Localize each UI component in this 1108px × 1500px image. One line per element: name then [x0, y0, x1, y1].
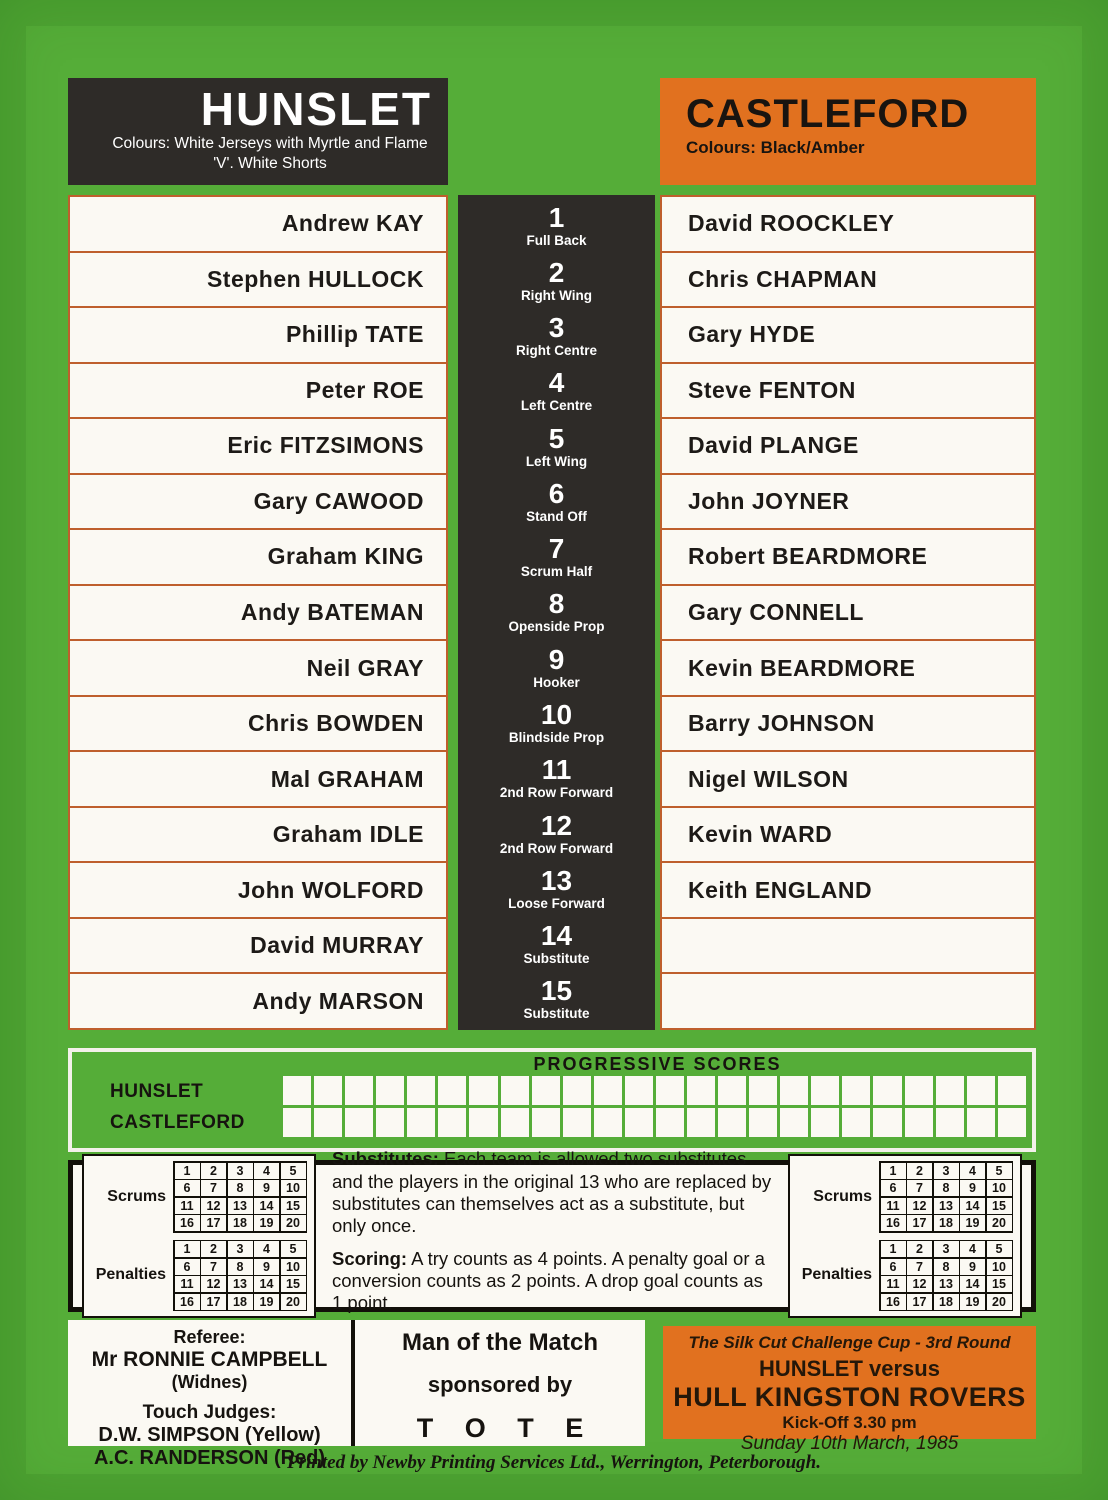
- substitutes-label: Substitutes:: [332, 1148, 439, 1170]
- home-player-6: Gary CAWOOD: [70, 475, 446, 531]
- score-cell-castleford-12: [625, 1108, 653, 1137]
- away-player-10: Barry JOHNSON: [662, 697, 1034, 753]
- score-cell-hunslet-9: [532, 1076, 560, 1105]
- score-cell-castleford-22: [936, 1108, 964, 1137]
- right-tally-scrums-cell-14: 14: [960, 1198, 985, 1214]
- position-label-13: Loose Forward: [508, 895, 605, 911]
- score-cell-hunslet-12: [625, 1076, 653, 1105]
- left-tally-scrums-cell-7: 7: [201, 1180, 226, 1196]
- score-cell-castleford-21: [905, 1108, 933, 1137]
- position-14: [458, 916, 655, 971]
- right-tally-scrums-cell-3: 3: [934, 1163, 959, 1179]
- right-tally-penalties-cell-2: 2: [907, 1241, 932, 1257]
- right-tally-penalties-cell-10: 10: [987, 1259, 1012, 1275]
- away-team-colours: Colours: Black/Amber: [686, 138, 865, 157]
- position-label-2: Right Wing: [520, 287, 593, 303]
- home-player-14: David MURRAY: [70, 919, 446, 975]
- right-tally-penalties-cell-11: 11: [881, 1276, 906, 1292]
- man-of-match-box: [355, 1320, 645, 1446]
- home-team-header: [68, 78, 448, 185]
- left-tally-penalties-cell-16: 16: [175, 1294, 200, 1310]
- left-tally-penalties-cell-3: 3: [228, 1241, 253, 1257]
- score-cell-hunslet-7: [469, 1076, 497, 1105]
- position-number-7: 7: [548, 533, 565, 565]
- score-cell-castleford-8: [501, 1108, 529, 1137]
- left-tally-penalties-cell-14: 14: [254, 1276, 279, 1292]
- left-tally-scrums-grid: [173, 1161, 307, 1233]
- next-match-kickoff: Kick-Off 3.30 pm: [782, 1413, 917, 1432]
- away-player-4: Steve FENTON: [662, 364, 1034, 420]
- score-cell-castleford-9: [532, 1108, 560, 1137]
- right-tally-scrums-cell-15: 15: [987, 1198, 1012, 1214]
- position-label-8: Openside Prop: [508, 619, 605, 635]
- away-player-11: Nigel WILSON: [662, 752, 1034, 808]
- score-cell-hunslet-6: [438, 1076, 466, 1105]
- right-tally-penalties-cell-3: 3: [934, 1241, 959, 1257]
- away-player-list: [660, 195, 1036, 1030]
- progressive-scores-panel: [68, 1048, 1036, 1152]
- left-tally-penalties-cell-17: 17: [201, 1294, 226, 1310]
- position-label-11: 2nd Row Forward: [499, 785, 614, 801]
- score-cell-hunslet-5: [407, 1076, 435, 1105]
- right-tally-penalties-cell-18: 18: [934, 1294, 959, 1310]
- left-tally-penalties-cell-2: 2: [201, 1241, 226, 1257]
- right-tally-penalties-cell-1: 1: [881, 1241, 906, 1257]
- position-1: [458, 198, 655, 253]
- left-tally-scrums-row: [91, 1161, 307, 1233]
- left-tally-penalties-cell-11: 11: [175, 1276, 200, 1292]
- right-tally-scrums-cell-19: 19: [960, 1215, 985, 1231]
- right-tally-scrums-cell-12: 12: [907, 1198, 932, 1214]
- away-player-8: Gary CONNELL: [662, 586, 1034, 642]
- left-tally-penalties-cell-18: 18: [228, 1294, 253, 1310]
- score-cell-hunslet-16: [749, 1076, 777, 1105]
- referee-name: Mr RONNIE CAMPBELL: [91, 1348, 328, 1371]
- right-tally-penalties-label: Penalties: [801, 1266, 872, 1284]
- left-tally-penalties-cell-8: 8: [228, 1259, 253, 1275]
- left-tally-scrums-cell-5: 5: [281, 1163, 306, 1179]
- man-of-match-sponsored-by: sponsored by: [427, 1372, 573, 1397]
- left-tally-scrums-cell-6: 6: [175, 1180, 200, 1196]
- home-team-colours: Colours: White Jerseys with Myrtle and Flame 'V'. White Shorts: [112, 135, 428, 172]
- left-tally-penalties-cell-1: 1: [175, 1241, 200, 1257]
- left-tally-scrums-cell-17: 17: [201, 1215, 226, 1231]
- right-tally-penalties-cell-13: 13: [934, 1276, 959, 1292]
- position-label-12: 2nd Row Forward: [499, 840, 614, 856]
- home-player-2: Stephen HULLOCK: [70, 253, 446, 309]
- left-tally-penalties-cell-4: 4: [254, 1241, 279, 1257]
- score-cell-castleford-7: [469, 1108, 497, 1137]
- position-13: [458, 861, 655, 916]
- position-label-15: Substitute: [523, 1006, 590, 1022]
- man-of-match-sponsor: T O T E: [416, 1413, 596, 1443]
- position-number-4: 4: [548, 367, 565, 399]
- scoring-rule: [332, 1248, 774, 1315]
- left-tally-scrums-cell-3: 3: [228, 1163, 253, 1179]
- position-2: [458, 253, 655, 308]
- substitutes-rule: [332, 1148, 774, 1237]
- right-tally-scrums-cell-1: 1: [881, 1163, 906, 1179]
- score-cell-hunslet-3: [345, 1076, 373, 1105]
- next-match-home: HUNSLET versus: [759, 1356, 940, 1381]
- position-number-12: 12: [540, 809, 573, 841]
- left-tally-scrums-cell-18: 18: [228, 1215, 253, 1231]
- right-tally-scrums-cell-5: 5: [987, 1163, 1012, 1179]
- position-number-5: 5: [548, 422, 565, 454]
- score-cell-castleford-23: [967, 1108, 995, 1137]
- score-cell-castleford-24: [998, 1108, 1026, 1137]
- progressive-scores-grid: [283, 1076, 1026, 1142]
- position-label-9: Hooker: [533, 674, 580, 690]
- right-tally-scrums-cell-18: 18: [934, 1215, 959, 1231]
- next-match-date: Sunday 10th March, 1985: [740, 1433, 959, 1454]
- score-row-label-hunslet: HUNSLET: [110, 1081, 204, 1102]
- position-label-4: Left Centre: [520, 398, 593, 414]
- home-player-10: Chris BOWDEN: [70, 697, 446, 753]
- home-player-3: Phillip TATE: [70, 308, 446, 364]
- left-tally-penalties-label: Penalties: [95, 1266, 166, 1284]
- left-tally-penalties-cell-19: 19: [254, 1294, 279, 1310]
- position-number-10: 10: [540, 699, 573, 731]
- position-label-7: Scrum Half: [520, 564, 593, 580]
- left-tally-scrums-cell-11: 11: [175, 1198, 200, 1214]
- home-player-4: Peter ROE: [70, 364, 446, 420]
- right-tally-penalties-cell-7: 7: [907, 1259, 932, 1275]
- score-cell-hunslet-17: [780, 1076, 808, 1105]
- right-tally-penalties-cell-19: 19: [960, 1294, 985, 1310]
- rules-panel: [68, 1148, 1036, 1314]
- position-4: [458, 364, 655, 419]
- score-cell-hunslet-21: [905, 1076, 933, 1105]
- progressive-scores-labels: [72, 1076, 283, 1142]
- score-cell-castleford-18: [811, 1108, 839, 1137]
- team-sheet: [68, 195, 1036, 1030]
- score-cell-hunslet-20: [873, 1076, 901, 1105]
- right-tally-penalties-cell-15: 15: [987, 1276, 1012, 1292]
- right-tally-scrums-cell-16: 16: [881, 1215, 906, 1231]
- right-tally-penalties-cell-8: 8: [934, 1259, 959, 1275]
- score-cell-castleford-2: [314, 1108, 342, 1137]
- score-cell-hunslet-24: [998, 1076, 1026, 1105]
- position-5: [458, 419, 655, 474]
- score-cell-castleford-4: [376, 1108, 404, 1137]
- home-player-12: Graham IDLE: [70, 808, 446, 864]
- touch-judge-1: D.W. SIMPSON (Yellow): [98, 1424, 321, 1446]
- right-tally-scrums-cell-4: 4: [960, 1163, 985, 1179]
- man-of-match-title: Man of the Match: [402, 1329, 598, 1356]
- home-player-9: Neil GRAY: [70, 641, 446, 697]
- left-tally-scrums-cell-12: 12: [201, 1198, 226, 1214]
- right-tally-scrums-cell-9: 9: [960, 1180, 985, 1196]
- left-tally-scrums-cell-4: 4: [254, 1163, 279, 1179]
- score-row-hunslet: [283, 1076, 1026, 1105]
- position-label-1: Full Back: [526, 232, 587, 248]
- position-number-9: 9: [548, 643, 565, 675]
- score-cell-castleford-19: [842, 1108, 870, 1137]
- right-tally-scrums-grid: [879, 1161, 1013, 1233]
- away-player-6: John JOYNER: [662, 475, 1034, 531]
- score-cell-castleford-13: [656, 1108, 684, 1137]
- right-tally-scrums-cell-7: 7: [907, 1180, 932, 1196]
- position-label-6: Stand Off: [526, 508, 587, 524]
- score-row-castleford: [283, 1108, 1026, 1137]
- left-tally-penalties-cell-10: 10: [281, 1259, 306, 1275]
- home-player-8: Andy BATEMAN: [70, 586, 446, 642]
- left-tally-penalties-cell-7: 7: [201, 1259, 226, 1275]
- away-player-13: Keith ENGLAND: [662, 863, 1034, 919]
- home-player-7: Graham KING: [70, 530, 446, 586]
- position-11: [458, 751, 655, 806]
- header-spacer: [448, 78, 660, 185]
- score-cell-hunslet-14: [687, 1076, 715, 1105]
- right-tally-scrums-cell-17: 17: [907, 1215, 932, 1231]
- referee-town: (Widnes): [171, 1372, 248, 1392]
- position-number-3: 3: [548, 312, 565, 344]
- score-cell-castleford-10: [563, 1108, 591, 1137]
- position-7: [458, 530, 655, 585]
- left-tally-scrums-cell-14: 14: [254, 1198, 279, 1214]
- touch-judges-label: Touch Judges:: [142, 1402, 277, 1423]
- next-match-away: HULL KINGSTON ROVERS: [673, 1382, 1026, 1412]
- right-tally-penalties-cell-12: 12: [907, 1276, 932, 1292]
- left-tally-scrums-cell-13: 13: [228, 1198, 253, 1214]
- away-player-9: Kevin BEARDMORE: [662, 641, 1034, 697]
- left-tally-penalties-cell-6: 6: [175, 1259, 200, 1275]
- touch-judge-2: A.C. RANDERSON (Red): [93, 1447, 326, 1469]
- left-tally-scrums-label: Scrums: [107, 1187, 166, 1205]
- right-tally-penalties-cell-17: 17: [907, 1294, 932, 1310]
- home-player-5: Eric FITZSIMONS: [70, 419, 446, 475]
- away-player-15: [662, 974, 1034, 1028]
- left-tally-penalties-grid: [173, 1240, 307, 1312]
- position-12: [458, 806, 655, 861]
- right-tally-scrums-row: [797, 1161, 1013, 1233]
- score-cell-castleford-16: [749, 1108, 777, 1137]
- left-tally-scrums-cell-20: 20: [281, 1215, 306, 1231]
- referee-label: Referee:: [173, 1327, 246, 1347]
- right-tally-penalties-cell-9: 9: [960, 1259, 985, 1275]
- score-row-label-castleford: CASTLEFORD: [110, 1112, 245, 1133]
- position-number-2: 2: [548, 256, 565, 288]
- away-player-5: David PLANGE: [662, 419, 1034, 475]
- right-tally-scrums-cell-20: 20: [987, 1215, 1012, 1231]
- score-cell-castleford-6: [438, 1108, 466, 1137]
- next-match-box: [663, 1326, 1036, 1454]
- left-tally-scrums-cell-19: 19: [254, 1215, 279, 1231]
- home-player-list: [68, 195, 448, 1030]
- left-tally: [82, 1154, 316, 1318]
- away-player-12: Kevin WARD: [662, 808, 1034, 864]
- right-tally-scrums-cell-6: 6: [881, 1180, 906, 1196]
- score-cell-hunslet-4: [376, 1076, 404, 1105]
- right-tally-penalties-cell-20: 20: [987, 1294, 1012, 1310]
- home-team-name: HUNSLET: [200, 83, 432, 135]
- left-tally-penalties-cell-13: 13: [228, 1276, 253, 1292]
- right-tally-scrums-cell-13: 13: [934, 1198, 959, 1214]
- position-8: [458, 585, 655, 640]
- right-tally-scrums-cell-2: 2: [907, 1163, 932, 1179]
- position-number-6: 6: [548, 477, 565, 509]
- right-tally-scrums-cell-8: 8: [934, 1180, 959, 1196]
- left-tally-scrums-cell-16: 16: [175, 1215, 200, 1231]
- away-player-3: Gary HYDE: [662, 308, 1034, 364]
- away-team-name: CASTLEFORD: [686, 92, 970, 136]
- right-tally-penalties-cell-6: 6: [881, 1259, 906, 1275]
- away-player-2: Chris CHAPMAN: [662, 253, 1034, 309]
- left-tally-scrums-cell-2: 2: [201, 1163, 226, 1179]
- left-tally-scrums-cell-1: 1: [175, 1163, 200, 1179]
- left-tally-scrums-cell-15: 15: [281, 1198, 306, 1214]
- score-cell-hunslet-22: [936, 1076, 964, 1105]
- score-cell-hunslet-19: [842, 1076, 870, 1105]
- position-number-13: 13: [540, 864, 573, 896]
- next-match-competition: The Silk Cut Challenge Cup - 3rd Round: [688, 1333, 1011, 1352]
- home-player-15: Andy MARSON: [252, 987, 424, 1014]
- left-tally-penalties-cell-9: 9: [254, 1259, 279, 1275]
- score-cell-castleford-11: [594, 1108, 622, 1137]
- score-cell-castleford-5: [407, 1108, 435, 1137]
- score-cell-hunslet-15: [718, 1076, 746, 1105]
- scoring-text: A try counts as 4 points. A penalty goal or a conversion counts as 2 points. A drop goal counts as 1 point.: [332, 1248, 765, 1314]
- score-cell-hunslet-10: [563, 1076, 591, 1105]
- score-cell-castleford-1: [283, 1108, 311, 1137]
- right-tally-scrums-cell-11: 11: [881, 1198, 906, 1214]
- left-tally-penalties-row: [91, 1240, 307, 1312]
- officials-box: [68, 1320, 355, 1469]
- right-tally-penalties-cell-4: 4: [960, 1241, 985, 1257]
- score-cell-hunslet-11: [594, 1076, 622, 1105]
- left-tally-penalties-cell-20: 20: [281, 1294, 306, 1310]
- home-player-13: John WOLFORD: [70, 863, 446, 919]
- right-tally-penalties-cell-5: 5: [987, 1241, 1012, 1257]
- position-10: [458, 695, 655, 750]
- position-number-8: 8: [548, 588, 565, 620]
- left-tally-penalties-cell-15: 15: [281, 1276, 306, 1292]
- position-15: [458, 972, 655, 1027]
- score-cell-castleford-3: [345, 1108, 373, 1137]
- position-label-5: Left Wing: [525, 453, 588, 469]
- score-cell-castleford-14: [687, 1108, 715, 1137]
- score-cell-hunslet-2: [314, 1076, 342, 1105]
- right-tally: [788, 1154, 1022, 1318]
- left-tally-scrums-cell-8: 8: [228, 1180, 253, 1196]
- bottom-spacer: [645, 1320, 663, 1446]
- rules-text: [316, 1146, 788, 1325]
- substitutes-text: Each team is allowed two substitutes and the players in the original 13 who are replaced by substitutes can themselves act as a substitute, but only once.: [332, 1148, 772, 1236]
- position-number-11: 11: [541, 754, 572, 786]
- position-6: [458, 474, 655, 529]
- right-tally-scrums-label: Scrums: [813, 1187, 872, 1205]
- position-number-15: 15: [540, 975, 573, 1007]
- away-player-14: [662, 919, 1034, 975]
- home-player-1: Andrew KAY: [70, 197, 446, 253]
- printer-credit: Printed by Newby Printing Services Ltd., Werrington, Peterborough.: [287, 1452, 821, 1473]
- score-cell-castleford-17: [780, 1108, 808, 1137]
- left-tally-penalties-cell-5: 5: [281, 1241, 306, 1257]
- score-cell-castleford-20: [873, 1108, 901, 1137]
- right-tally-penalties-cell-16: 16: [881, 1294, 906, 1310]
- left-tally-scrums-cell-9: 9: [254, 1180, 279, 1196]
- scoring-label: Scoring:: [332, 1248, 408, 1270]
- right-tally-penalties-grid: [879, 1240, 1013, 1312]
- away-team-header: [660, 78, 1036, 185]
- home-player-11: Mal GRAHAM: [70, 752, 446, 808]
- score-cell-hunslet-8: [501, 1076, 529, 1105]
- away-player-1: David ROOCKLEY: [662, 197, 1034, 253]
- left-tally-scrums-cell-10: 10: [281, 1180, 306, 1196]
- right-tally-scrums-cell-10: 10: [987, 1180, 1012, 1196]
- score-cell-hunslet-23: [967, 1076, 995, 1105]
- score-cell-hunslet-13: [656, 1076, 684, 1105]
- team-headers: [68, 78, 1036, 185]
- position-9: [458, 640, 655, 695]
- position-label-10: Blindside Prop: [508, 730, 605, 746]
- position-label-3: Right Centre: [516, 343, 597, 359]
- position-number-1: 1: [548, 201, 565, 233]
- left-tally-penalties-cell-12: 12: [201, 1276, 226, 1292]
- position-number-14: 14: [540, 920, 573, 952]
- position-list: [458, 195, 655, 1030]
- right-tally-penalties-row: [797, 1240, 1013, 1312]
- away-player-7: Robert BEARDMORE: [662, 530, 1034, 586]
- score-cell-castleford-15: [718, 1108, 746, 1137]
- right-tally-penalties-cell-14: 14: [960, 1276, 985, 1292]
- progressive-scores-title: PROGRESSIVE SCORES: [533, 1054, 782, 1074]
- score-cell-hunslet-18: [811, 1076, 839, 1105]
- position-3: [458, 309, 655, 364]
- position-label-14: Substitute: [523, 951, 590, 967]
- score-cell-hunslet-1: [283, 1076, 311, 1105]
